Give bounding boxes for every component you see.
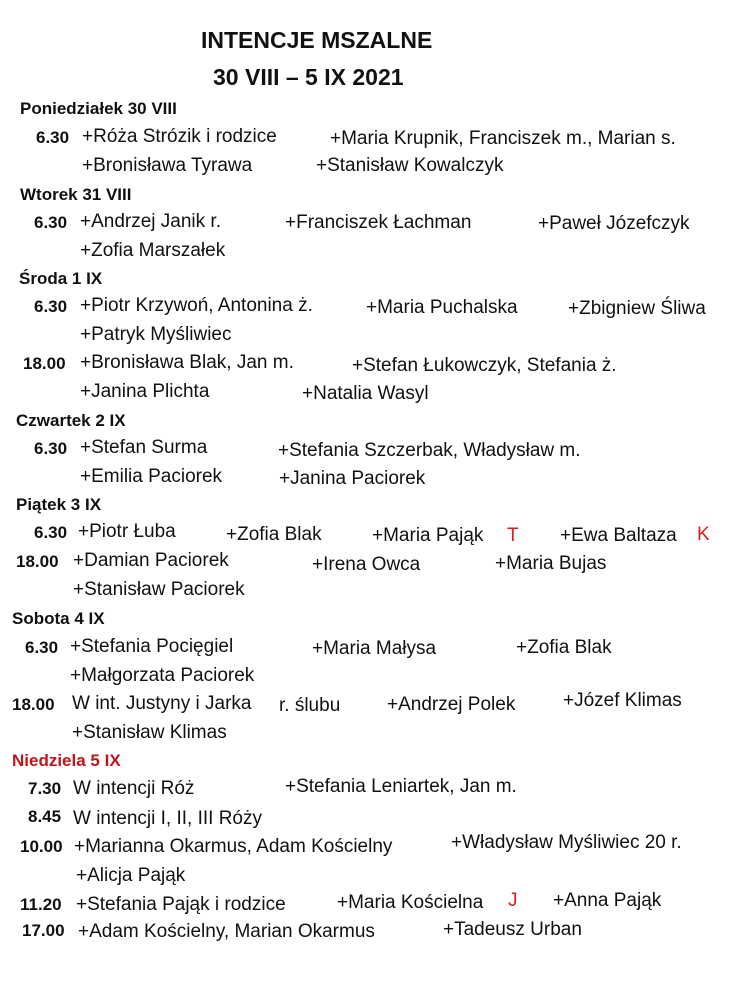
intention: r. ślubu: [279, 695, 341, 716]
page-title: INTENCJE MSZALNE: [201, 27, 433, 53]
intention: +Andrzej Janik r.: [80, 211, 221, 232]
intention: +Zbigniew Śliwa: [568, 298, 706, 319]
intention: +Władysław Myśliwiec 20 r.: [451, 832, 682, 853]
mass-time: 18.00: [16, 552, 59, 571]
intention: +Stefan Surma: [80, 437, 208, 458]
intention: W intencji I, II, III Róży: [73, 808, 262, 829]
intention: +Małgorzata Paciorek: [70, 665, 255, 686]
intention: +Damian Paciorek: [73, 550, 229, 571]
day-label-friday: Piątek 3 IX: [16, 495, 102, 514]
intention: +Stanisław Kowalczyk: [316, 155, 504, 176]
intention: +Maria Pająk: [372, 525, 484, 546]
intention: +Adam Kościelny, Marian Okarmus: [78, 921, 375, 942]
intention: +Stefania Pocięgiel: [70, 636, 234, 657]
intention: +Maria Puchalska: [366, 297, 518, 318]
intention: +Róża Strózik i rodzice: [82, 126, 277, 147]
intention: W intencji Róż: [73, 778, 195, 799]
intention: +Paweł Józefczyk: [538, 213, 690, 234]
intention: +Emilia Paciorek: [80, 466, 223, 487]
day-label-monday: Poniedziałek 30 VIII: [20, 99, 177, 118]
day-label-sunday: Niedziela 5 IX: [12, 751, 121, 770]
intention: +Bronisława Blak, Jan m.: [80, 352, 294, 373]
mass-time: 10.00: [20, 837, 63, 856]
intention: +Stanisław Klimas: [72, 722, 227, 743]
intention: +Anna Pająk: [553, 890, 662, 911]
mass-time: 8.45: [28, 807, 62, 826]
intention: +Zofia Blak: [516, 637, 612, 658]
mass-time: 6.30: [34, 439, 68, 458]
intention: +Piotr Łuba: [78, 521, 176, 542]
intention: +Maria Bujas: [495, 553, 607, 574]
intention: +Janina Plichta: [80, 381, 210, 402]
mass-time: 7.30: [28, 779, 62, 798]
day-label-thursday: Czwartek 2 IX: [16, 411, 126, 430]
intention: +Stefan Łukowczyk, Stefania ż.: [352, 355, 617, 376]
intention: +Irena Owca: [312, 554, 421, 575]
day-label-saturday: Sobota 4 IX: [12, 609, 105, 628]
note-mark: J: [508, 890, 518, 911]
mass-time: 6.30: [34, 213, 68, 232]
intention: +Stefania Pająk i rodzice: [76, 894, 286, 915]
intention: +Piotr Krzywoń, Antonina ż.: [80, 295, 313, 316]
day-label-wednesday: Środa 1 IX: [19, 269, 103, 288]
date-range: 30 VIII – 5 IX 2021: [213, 64, 404, 90]
intention: +Józef Klimas: [563, 690, 682, 711]
intention: +Maria Krupnik, Franciszek m., Marian s.: [330, 128, 676, 149]
mass-time: 17.00: [22, 921, 65, 940]
mass-time: 6.30: [34, 297, 68, 316]
mass-time: 6.30: [34, 523, 68, 542]
mass-time: 6.30: [25, 638, 59, 657]
intention: +Tadeusz Urban: [443, 919, 582, 940]
note-mark: K: [697, 524, 710, 545]
mass-time: 18.00: [12, 695, 55, 714]
mass-time: 6.30: [36, 128, 70, 147]
intention: +Franciszek Łachman: [285, 212, 472, 233]
intention: +Bronisława Tyrawa: [82, 155, 253, 176]
intention: +Natalia Wasyl: [302, 383, 429, 404]
note-mark: T: [507, 525, 519, 546]
intention: +Zofia Blak: [226, 524, 322, 545]
mass-time: 11.20: [20, 895, 62, 914]
intention: +Patryk Myśliwiec: [80, 324, 232, 345]
intention: +Janina Paciorek: [279, 468, 426, 489]
intention: +Maria Kościelna: [337, 892, 484, 913]
intention: +Andrzej Polek: [387, 694, 516, 715]
intention: +Marianna Okarmus, Adam Kościelny: [74, 836, 393, 857]
mass-time: 18.00: [23, 354, 66, 373]
intention: W int. Justyny i Jarka: [72, 693, 252, 714]
intention: +Maria Małysa: [312, 638, 437, 659]
intention: +Alicja Pająk: [76, 865, 186, 886]
intention: +Stefania Leniartek, Jan m.: [285, 776, 517, 797]
intention: +Zofia Marszałek: [80, 240, 226, 261]
intention: +Stanisław Paciorek: [73, 579, 245, 600]
day-label-tuesday: Wtorek 31 VIII: [20, 185, 132, 204]
intention: +Ewa Baltaza: [560, 525, 677, 546]
intention: +Stefania Szczerbak, Władysław m.: [278, 440, 581, 461]
